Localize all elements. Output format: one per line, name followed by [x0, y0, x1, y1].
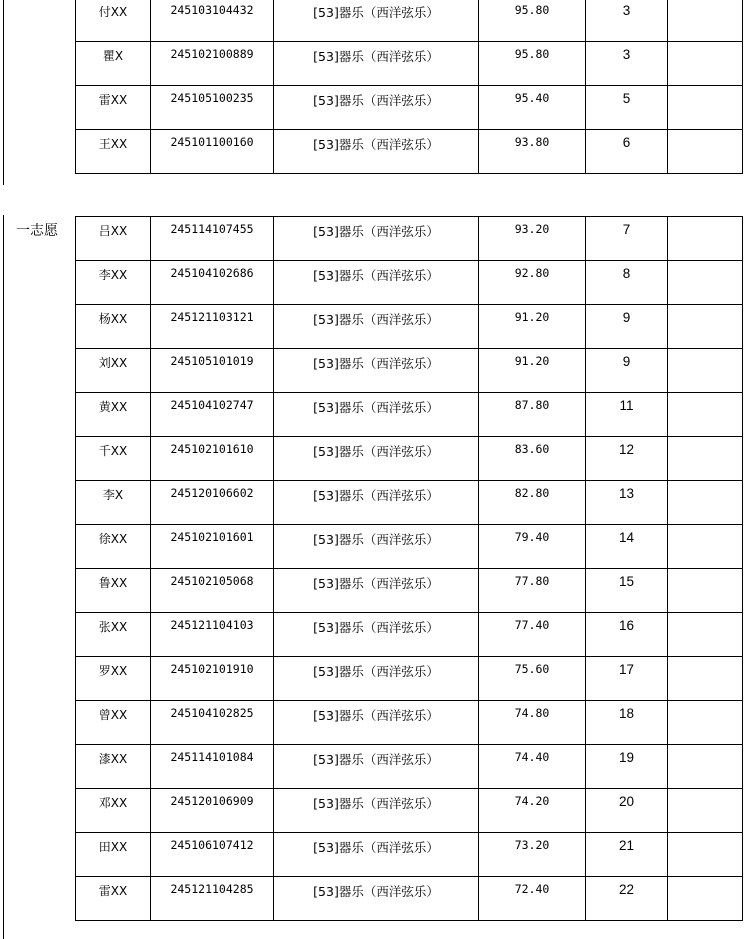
exam-id: 245106107412 — [170, 838, 254, 852]
exam-id: 245102100889 — [170, 47, 254, 61]
rank-cell — [586, 349, 668, 393]
student-name-cell — [76, 42, 151, 86]
exam-id-cell — [151, 569, 274, 613]
exam-id: 245102101610 — [170, 442, 254, 456]
results-table-bottom — [75, 216, 743, 921]
major-cell — [274, 130, 479, 174]
score-cell — [479, 701, 586, 745]
rank: 21 — [618, 838, 635, 853]
major: [53]器乐（西洋弦乐） — [313, 312, 439, 327]
note-cell — [668, 525, 743, 569]
major: [53]器乐（西洋弦乐） — [313, 532, 439, 547]
note-cell — [668, 393, 743, 437]
exam-id: 245103104432 — [170, 3, 254, 17]
rank-cell — [586, 130, 668, 174]
note-cell — [668, 613, 743, 657]
note-cell — [668, 833, 743, 877]
exam-id-cell — [151, 86, 274, 130]
note-cell — [668, 0, 743, 42]
major-cell — [274, 42, 479, 86]
major-cell — [274, 525, 479, 569]
major-cell — [274, 613, 479, 657]
rank-cell — [586, 701, 668, 745]
rank-cell — [586, 261, 668, 305]
note-cell — [668, 481, 743, 525]
rank: 22 — [618, 882, 635, 897]
student-name: 田XX — [98, 840, 128, 854]
note-cell — [668, 86, 743, 130]
rank-cell — [586, 437, 668, 481]
major-cell — [274, 349, 479, 393]
score-cell — [479, 789, 586, 833]
score: 91.20 — [514, 310, 550, 324]
score: 75.60 — [514, 662, 550, 676]
table-row — [76, 657, 743, 701]
major-cell — [274, 261, 479, 305]
major-cell — [274, 833, 479, 877]
score: 82.80 — [514, 486, 550, 500]
major: [53]器乐（西洋弦乐） — [313, 49, 439, 64]
exam-id-cell — [151, 613, 274, 657]
exam-id-cell — [151, 701, 274, 745]
student-name-cell — [76, 481, 151, 525]
results-table-top — [75, 0, 743, 174]
major-cell — [274, 481, 479, 525]
student-name: 李XX — [98, 268, 128, 282]
score-cell — [479, 437, 586, 481]
score: 87.80 — [514, 398, 550, 412]
table-row — [76, 437, 743, 481]
exam-id: 245102105068 — [170, 574, 254, 588]
note-cell — [668, 261, 743, 305]
score-cell — [479, 305, 586, 349]
major: [53]器乐（西洋弦乐） — [313, 620, 439, 635]
rank-cell — [586, 789, 668, 833]
table-row — [76, 613, 743, 657]
major: [53]器乐（西洋弦乐） — [313, 884, 439, 899]
major: [53]器乐（西洋弦乐） — [313, 93, 439, 108]
exam-id-cell — [151, 305, 274, 349]
left-border-top — [3, 0, 4, 185]
major: [53]器乐（西洋弦乐） — [313, 664, 439, 679]
major: [53]器乐（西洋弦乐） — [313, 268, 439, 283]
student-name: 黄XX — [98, 400, 128, 414]
student-name-cell — [76, 0, 151, 42]
rank: 17 — [618, 662, 635, 677]
major-cell — [274, 86, 479, 130]
major-cell — [274, 745, 479, 789]
table-row — [76, 833, 743, 877]
major-cell — [274, 0, 479, 42]
major: [53]器乐（西洋弦乐） — [313, 488, 439, 503]
exam-id-cell — [151, 393, 274, 437]
table-row — [76, 481, 743, 525]
major: [53]器乐（西洋弦乐） — [313, 752, 439, 767]
note-cell — [668, 657, 743, 701]
student-name: 张XX — [98, 620, 128, 634]
exam-id-cell — [151, 42, 274, 86]
rank: 7 — [622, 222, 631, 237]
major: [53]器乐（西洋弦乐） — [313, 224, 439, 239]
exam-id: 245120106602 — [170, 486, 254, 500]
student-name-cell — [76, 305, 151, 349]
score-cell — [479, 86, 586, 130]
rank-cell — [586, 42, 668, 86]
exam-id-cell — [151, 349, 274, 393]
rank-cell — [586, 569, 668, 613]
note-cell — [668, 217, 743, 261]
score: 77.80 — [514, 574, 550, 588]
major-cell — [274, 789, 479, 833]
student-name-cell — [76, 217, 151, 261]
exam-id: 245105101019 — [170, 354, 254, 368]
score: 93.20 — [514, 222, 550, 236]
exam-id: 245120106909 — [170, 794, 254, 808]
student-name: 曾XX — [98, 708, 128, 722]
table-row — [76, 261, 743, 305]
score: 95.40 — [514, 91, 550, 105]
table-row — [76, 349, 743, 393]
note-cell — [668, 745, 743, 789]
major-cell — [274, 305, 479, 349]
score-cell — [479, 481, 586, 525]
rank-cell — [586, 877, 668, 921]
student-name-cell — [76, 437, 151, 481]
exam-id: 245102101601 — [170, 530, 254, 544]
student-name: 雷XX — [98, 884, 128, 898]
student-name: 徐XX — [98, 532, 128, 546]
student-name: 千XX — [98, 444, 128, 458]
exam-id: 245114107455 — [170, 222, 254, 236]
score: 83.60 — [514, 442, 550, 456]
student-name: 雷XX — [98, 93, 128, 107]
major: [53]器乐（西洋弦乐） — [313, 5, 439, 20]
table-row — [76, 393, 743, 437]
rank: 6 — [622, 135, 631, 150]
major: [53]器乐（西洋弦乐） — [313, 137, 439, 152]
student-name-cell — [76, 613, 151, 657]
rank: 19 — [618, 750, 635, 765]
table-row — [76, 217, 743, 261]
major: [53]器乐（西洋弦乐） — [313, 356, 439, 371]
student-name-cell — [76, 833, 151, 877]
score: 72.40 — [514, 882, 550, 896]
exam-id-cell — [151, 745, 274, 789]
student-name-cell — [76, 657, 151, 701]
exam-id: 245104102686 — [170, 266, 254, 280]
note-cell — [668, 701, 743, 745]
score: 73.20 — [514, 838, 550, 852]
major: [53]器乐（西洋弦乐） — [313, 576, 439, 591]
student-name-cell — [76, 701, 151, 745]
rank: 16 — [618, 618, 635, 633]
rank: 9 — [622, 354, 631, 369]
rank-cell — [586, 0, 668, 42]
rank-cell — [586, 745, 668, 789]
exam-id-cell — [151, 877, 274, 921]
student-name: 邓XX — [98, 796, 128, 810]
table-row — [76, 525, 743, 569]
major-cell — [274, 437, 479, 481]
student-name-cell — [76, 877, 151, 921]
rank: 13 — [618, 486, 635, 501]
rank: 9 — [622, 310, 631, 325]
table-row — [76, 701, 743, 745]
note-cell — [668, 305, 743, 349]
rank: 14 — [618, 530, 635, 545]
score: 79.40 — [514, 530, 550, 544]
score-cell — [479, 261, 586, 305]
rank: 18 — [618, 706, 635, 721]
student-name: 吕XX — [98, 224, 128, 238]
major: [53]器乐（西洋弦乐） — [313, 796, 439, 811]
major-cell — [274, 877, 479, 921]
major-cell — [274, 217, 479, 261]
score-cell — [479, 525, 586, 569]
table-row — [76, 745, 743, 789]
rank-cell — [586, 657, 668, 701]
exam-id-cell — [151, 0, 274, 42]
score: 95.80 — [514, 3, 550, 17]
rank-cell — [586, 86, 668, 130]
major: [53]器乐（西洋弦乐） — [313, 708, 439, 723]
rank: 20 — [618, 794, 635, 809]
rank-cell — [586, 613, 668, 657]
major: [53]器乐（西洋弦乐） — [313, 400, 439, 415]
student-name-cell — [76, 86, 151, 130]
exam-id-cell — [151, 217, 274, 261]
score-cell — [479, 217, 586, 261]
rank: 11 — [619, 398, 634, 413]
score-cell — [479, 833, 586, 877]
rank-cell — [586, 481, 668, 525]
table-row — [76, 789, 743, 833]
exam-id-cell — [151, 525, 274, 569]
student-name-cell — [76, 349, 151, 393]
exam-id-cell — [151, 130, 274, 174]
exam-id: 245102101910 — [170, 662, 254, 676]
score-cell — [479, 42, 586, 86]
score-cell — [479, 745, 586, 789]
note-cell — [668, 130, 743, 174]
exam-id-cell — [151, 261, 274, 305]
student-name: 李X — [102, 488, 124, 502]
score: 95.80 — [514, 47, 550, 61]
score: 74.40 — [514, 750, 550, 764]
score: 92.80 — [514, 266, 550, 280]
score-cell — [479, 393, 586, 437]
major-cell — [274, 701, 479, 745]
table-row — [76, 130, 743, 174]
exam-id: 245105100235 — [170, 91, 254, 105]
note-cell — [668, 877, 743, 921]
rank: 15 — [618, 574, 635, 589]
exam-id: 245121104285 — [170, 882, 254, 896]
table-row — [76, 86, 743, 130]
score: 93.80 — [514, 135, 550, 149]
major: [53]器乐（西洋弦乐） — [313, 444, 439, 459]
score-cell — [479, 613, 586, 657]
note-cell — [668, 42, 743, 86]
exam-id-cell — [151, 833, 274, 877]
student-name-cell — [76, 393, 151, 437]
group-label: 一志愿 — [16, 223, 58, 239]
rank-cell — [586, 393, 668, 437]
table-row — [76, 305, 743, 349]
rank: 12 — [618, 442, 635, 457]
rank: 3 — [622, 3, 631, 18]
rank-cell — [586, 305, 668, 349]
exam-id-cell — [151, 481, 274, 525]
table-row — [76, 877, 743, 921]
student-name: 鲁XX — [98, 576, 128, 590]
major-cell — [274, 393, 479, 437]
student-name: 瞿X — [102, 49, 124, 63]
student-name-cell — [76, 569, 151, 613]
score: 74.80 — [514, 706, 550, 720]
exam-id: 245121103121 — [170, 310, 254, 324]
exam-id-cell — [151, 657, 274, 701]
exam-id-cell — [151, 437, 274, 481]
left-border-bottom — [3, 215, 4, 939]
score-cell — [479, 0, 586, 42]
student-name: 王XX — [98, 137, 128, 151]
note-cell — [668, 789, 743, 833]
exam-id-cell — [151, 789, 274, 833]
student-name-cell — [76, 261, 151, 305]
major-cell — [274, 657, 479, 701]
rank: 5 — [622, 91, 631, 106]
note-cell — [668, 569, 743, 613]
student-name: 刘XX — [98, 356, 128, 370]
student-name: 罗XX — [98, 664, 128, 678]
score-cell — [479, 569, 586, 613]
score-cell — [479, 657, 586, 701]
score-cell — [479, 130, 586, 174]
table-row — [76, 569, 743, 613]
student-name-cell — [76, 789, 151, 833]
student-name-cell — [76, 525, 151, 569]
student-name-cell — [76, 745, 151, 789]
major-cell — [274, 569, 479, 613]
student-name-cell — [76, 130, 151, 174]
score-cell — [479, 877, 586, 921]
exam-id: 245121104103 — [170, 618, 254, 632]
exam-id: 245114101084 — [170, 750, 254, 764]
student-name: 漆XX — [98, 752, 128, 766]
score-cell — [479, 349, 586, 393]
table-row — [76, 42, 743, 86]
student-name: 付XX — [98, 5, 128, 19]
rank-cell — [586, 217, 668, 261]
rank: 3 — [622, 47, 631, 62]
exam-id: 245104102747 — [170, 398, 254, 412]
score: 91.20 — [514, 354, 550, 368]
student-name: 杨XX — [98, 312, 128, 326]
note-cell — [668, 437, 743, 481]
score: 77.40 — [514, 618, 550, 632]
major: [53]器乐（西洋弦乐） — [313, 840, 439, 855]
rank: 8 — [622, 266, 631, 281]
note-cell — [668, 349, 743, 393]
table-row — [76, 0, 743, 42]
rank-cell — [586, 833, 668, 877]
score: 74.20 — [514, 794, 550, 808]
exam-id: 245101100160 — [170, 135, 254, 149]
rank-cell — [586, 525, 668, 569]
exam-id: 245104102825 — [170, 706, 254, 720]
